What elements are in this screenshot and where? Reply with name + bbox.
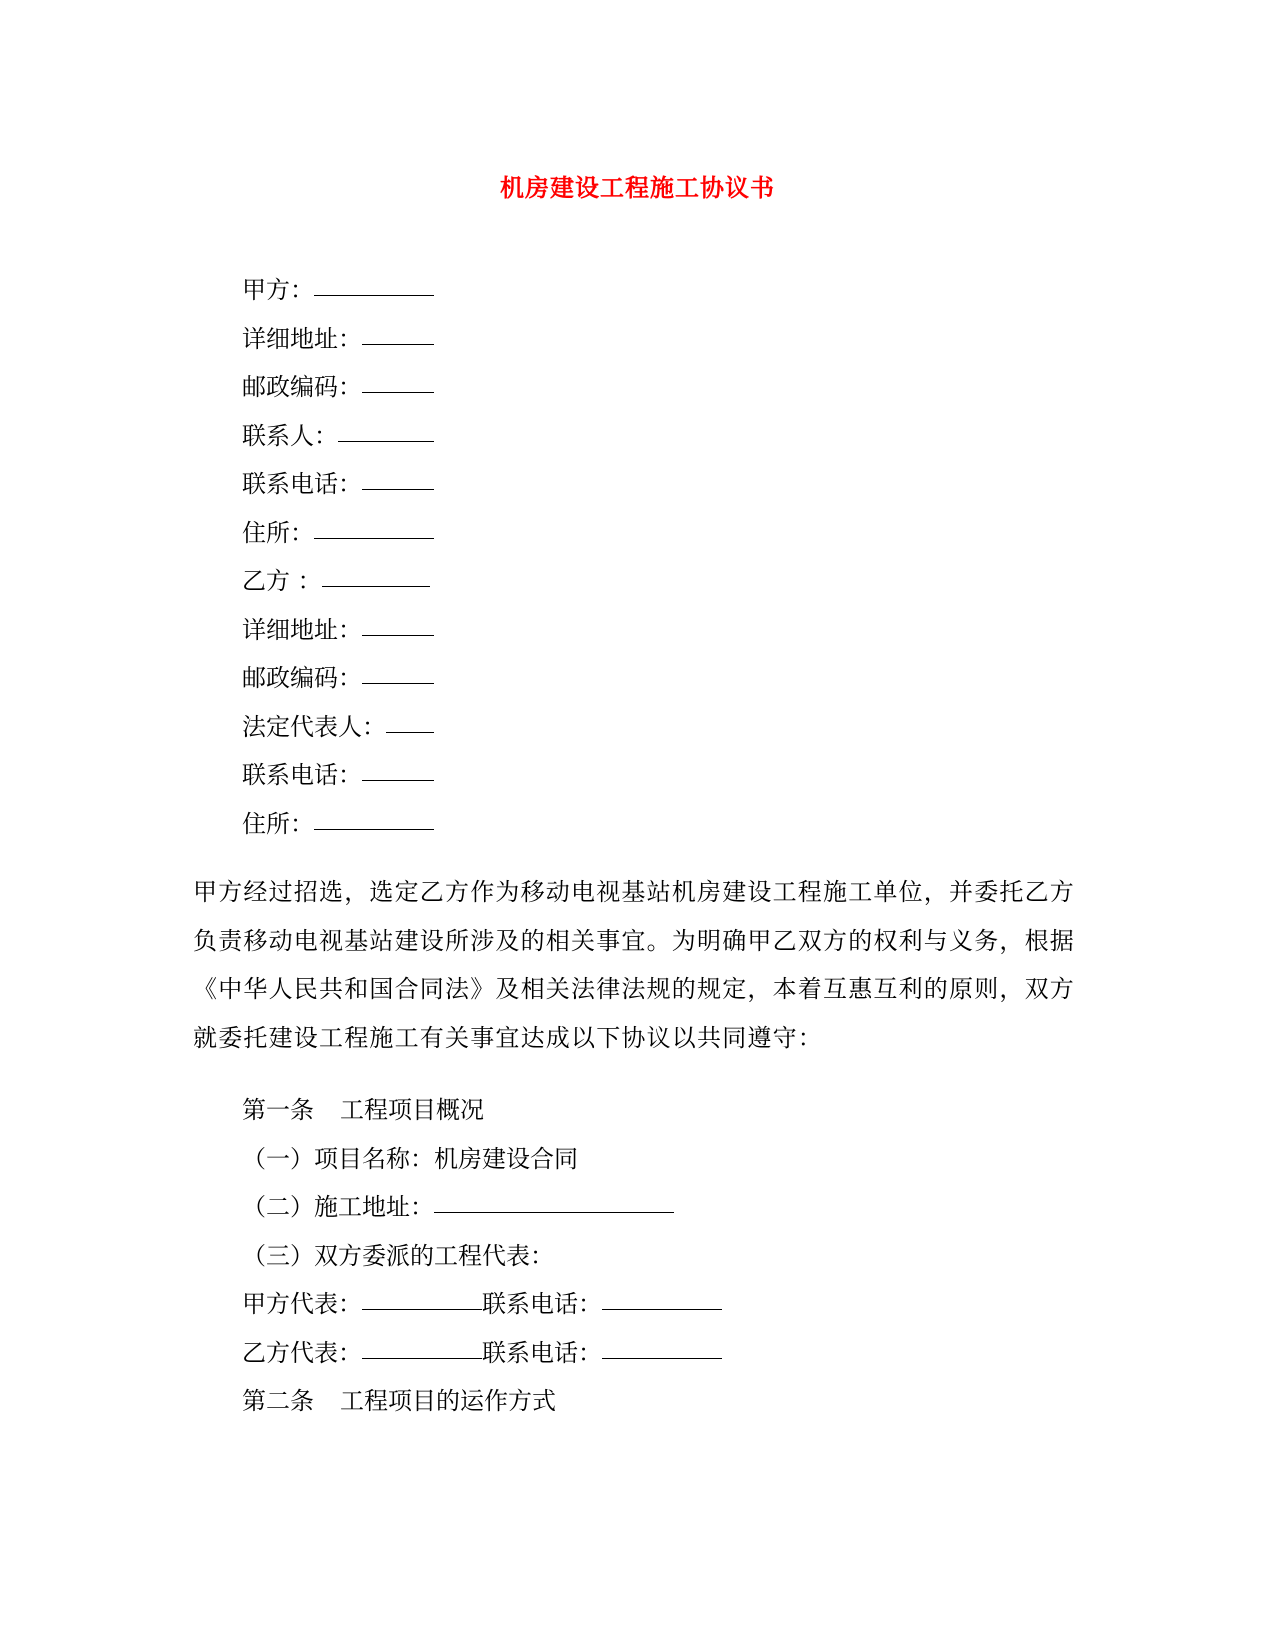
fill-blank[interactable] (362, 319, 434, 345)
field-label: 法定代表人： (242, 712, 386, 741)
field-label: 详细地址： (242, 615, 362, 644)
fill-blank[interactable] (314, 513, 434, 539)
field-label: 联系电话： (242, 470, 362, 498)
field-label: 邮政编码： (242, 664, 362, 692)
party-b-legal-rep-field (242, 703, 434, 752)
intro-line: 甲方经过招选，选定乙方作为移动电视基站机房建设工程施工单位，并委托乙方 (193, 878, 1075, 906)
article-title: 工程项目的运作方式 (340, 1387, 556, 1415)
phone-label: 联系电话： (482, 1290, 602, 1318)
rep-label: 甲方代表： (242, 1290, 362, 1318)
party-b-name-field (242, 557, 434, 606)
construction-address-item (242, 1183, 722, 1232)
field-label: 详细地址： (242, 324, 362, 353)
item-label: （二）施工地址： (242, 1193, 434, 1221)
article-1-heading (242, 1086, 722, 1135)
fill-blank[interactable] (386, 707, 434, 733)
phone-label: 联系电话： (482, 1338, 602, 1367)
party-b-residence-field (242, 800, 434, 849)
party-a-name-field (242, 266, 434, 315)
fill-blank[interactable] (338, 416, 434, 442)
field-label: 联系电话： (242, 761, 362, 789)
fill-blank[interactable] (314, 270, 434, 296)
fill-blank[interactable] (362, 1284, 482, 1310)
fill-blank[interactable] (314, 804, 434, 830)
party-a-phone-field (242, 460, 434, 509)
field-label: 甲方： (242, 276, 314, 304)
article-number: 第二条 (242, 1387, 314, 1415)
fill-blank[interactable] (602, 1284, 722, 1310)
fill-blank[interactable] (434, 1187, 674, 1213)
intro-paragraph (193, 868, 1073, 1062)
clauses-block (242, 1086, 722, 1426)
field-label: 联系人： (242, 421, 338, 450)
party-b-rep-line (242, 1329, 722, 1378)
field-label: 住所： (242, 809, 314, 838)
representatives-item: （三）双方委派的工程代表： (242, 1241, 554, 1270)
fill-blank[interactable] (362, 464, 434, 490)
party-b-phone-field (242, 751, 434, 800)
party-a-residence-field (242, 509, 434, 558)
party-a-contact-field (242, 412, 434, 461)
intro-line: 负责移动电视基站建设所涉及的相关事宜。为明确甲乙双方的权利与义务，根据 (193, 926, 1075, 955)
article-title: 工程项目概况 (340, 1096, 484, 1124)
party-b-address-field (242, 606, 434, 655)
document-title: 机房建设工程施工协议书 (500, 173, 775, 202)
party-b-postcode-field (242, 654, 434, 703)
fill-blank[interactable] (602, 1333, 722, 1359)
article-2-heading (242, 1377, 722, 1426)
project-name-item: （一）项目名称：机房建设合同 (242, 1144, 578, 1173)
rep-label: 乙方代表： (242, 1338, 362, 1367)
field-label: 乙方 ： (242, 567, 322, 595)
fill-blank[interactable] (362, 755, 434, 781)
fill-blank[interactable] (322, 561, 430, 587)
intro-line: 就委托建设工程施工有关事宜达成以下协议以共同遵守： (193, 1023, 823, 1052)
fill-blank[interactable] (362, 658, 434, 684)
party-a-postcode-field (242, 363, 434, 412)
fill-blank[interactable] (362, 1333, 482, 1359)
field-label: 邮政编码： (242, 373, 362, 401)
party-a-rep-line (242, 1280, 722, 1329)
field-label: 住所： (242, 518, 314, 547)
article-number: 第一条 (242, 1096, 314, 1124)
fill-blank[interactable] (362, 367, 434, 393)
party-a-address-field (242, 315, 434, 364)
party-info-block (242, 266, 434, 848)
intro-line: 《中华人民共和国合同法》及相关法律法规的规定，本着互惠互利的原则，双方 (193, 975, 1075, 1003)
fill-blank[interactable] (362, 610, 434, 636)
